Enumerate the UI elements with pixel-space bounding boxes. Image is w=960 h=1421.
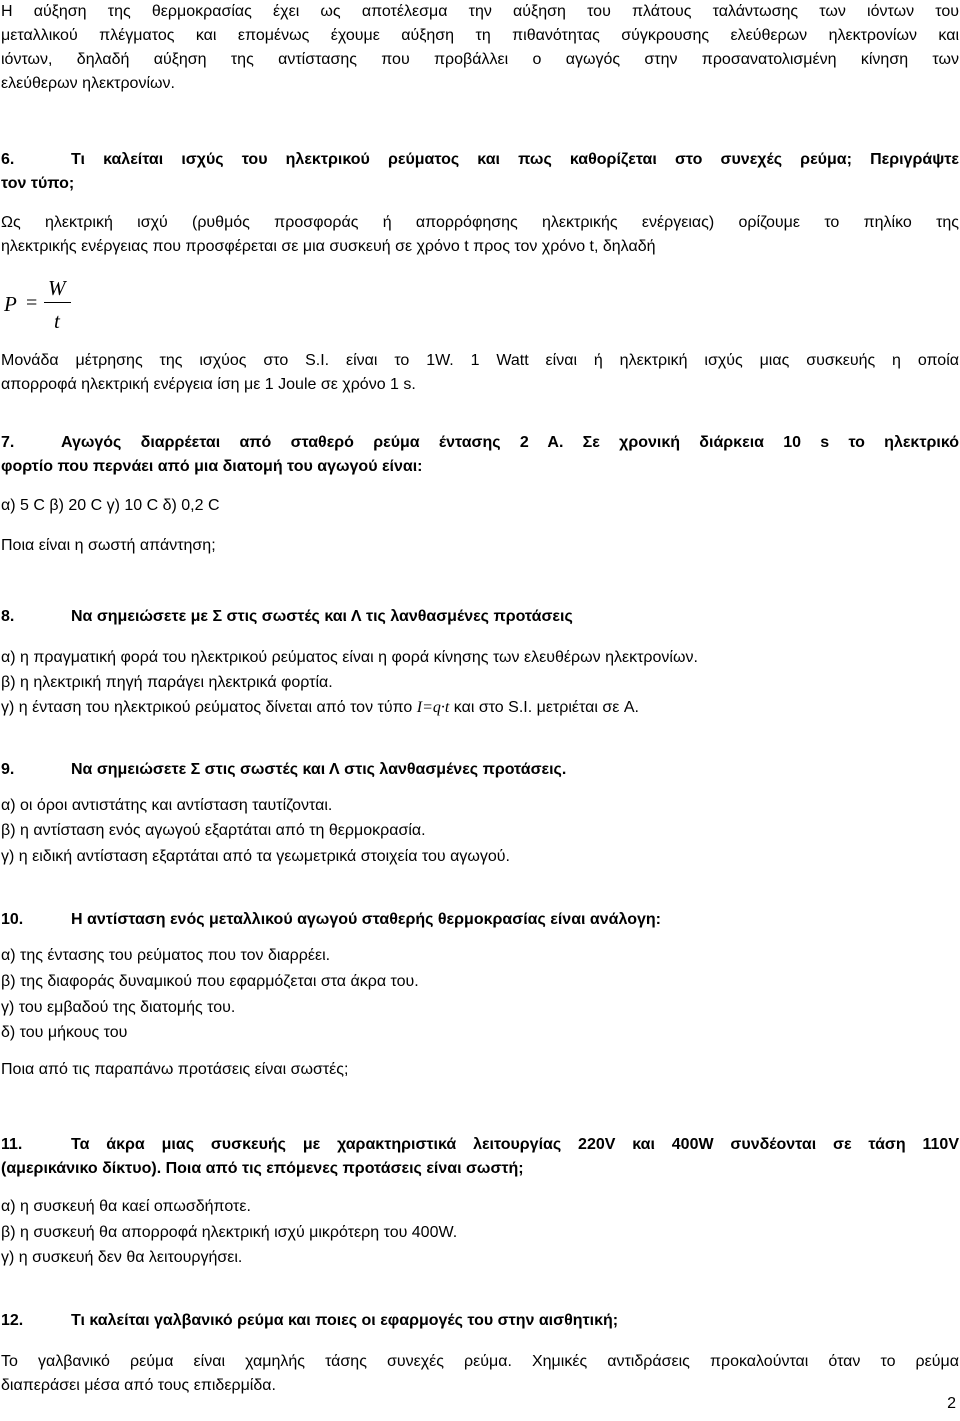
question-7	[1, 431, 959, 479]
power-formula	[4, 278, 74, 338]
question-12	[1, 1309, 959, 1333]
question-6	[1, 148, 959, 196]
statement-8c	[1, 696, 959, 720]
options-7: α) 5 C β) 20 C γ) 10 C δ) 0,2 C	[1, 497, 220, 514]
question-text: Να σημειώσετε Σ στις σωστές και Λ στις λανθασμένες προτάσεις.	[71, 761, 567, 778]
formula-lhs: P	[4, 292, 17, 316]
current-formula: I=q·t	[416, 699, 450, 716]
question-text: Να σημειώσετε με Σ στις σωστές και Λ τις λανθασμένες προτάσεις	[71, 608, 573, 625]
question-8	[1, 605, 959, 629]
answer-6	[1, 211, 959, 259]
question-number: 8.	[1, 608, 15, 625]
intro-paragraph	[1, 0, 959, 96]
intro-line: ελεύθερων ηλεκτρονίων.	[1, 75, 175, 92]
fraction-bar	[44, 302, 71, 303]
question-number: 7.	[1, 434, 15, 451]
formula-denominator: t	[54, 309, 60, 333]
question-number: 10.	[1, 911, 24, 928]
intro-line: Η αύξηση της θερμοκρασίας έχει ως αποτέλεσμα την αύξηση του πλάτους ταλάντωσης των ιόντων του	[1, 3, 959, 20]
unit-text: Μονάδα μέτρησης της ισχύος στο S.I. είναι το 1W. 1 Watt είναι ή ηλεκτρική ισχύς μιας συσκευής η οποία	[1, 352, 959, 369]
statement-8a: α) η πραγματική φορά του ηλεκτρικού ρεύματος είναι η φορά κίνησης των ελευθέρων ηλεκτρονίων.	[1, 649, 698, 666]
statement-11b: β) η συσκευή θα απορροφά ηλεκτρική ισχύ μικρότερη του 400W.	[1, 1224, 458, 1241]
statement-10b: β) της διαφοράς δυναμικού που εφαρμόζεται στα άκρα του.	[1, 973, 419, 990]
question-text: φορτίο που περνάει από μια διατομή του αγωγού είναι:	[1, 458, 423, 475]
question-text: Η αντίσταση ενός μεταλλικού αγωγού σταθερής θερμοκρασίας είναι ανάλογη:	[71, 911, 661, 928]
question-number: 9.	[1, 761, 15, 778]
statement-10a: α) της έντασης του ρεύματος που τον διαρρέει.	[1, 947, 331, 964]
intro-line: μεταλλικού πλέγματος και επομένως έχουμε αύξηση τη πιθανότητας σύγκρουσης ελεύθερων ηλεκτρονίων και	[1, 27, 959, 44]
question-text: Τι καλείται ισχύς του ηλεκτρικού ρεύματος και πως καθορίζεται στο συνεχές ρεύμα; Περιγράψτε	[71, 151, 959, 168]
question-text: Τα άκρα μιας συσκευής με χαρακτηριστικά λειτουργίας 220V και 400W συνδέονται σε τάση 110V	[71, 1136, 959, 1153]
question-11	[1, 1133, 959, 1181]
statement-text: γ) η ένταση του ηλεκτρικού ρεύματος δίνεται από τον τύπο	[1, 699, 417, 716]
unit-text: απορροφά ηλεκτρική ενέργεια ίση με 1 Joule σε χρόνο 1 s.	[1, 376, 416, 393]
question-text: Τι καλείται γαλβανικό ρεύμα και ποιες οι εφαρμογές του στην αισθητική;	[71, 1312, 619, 1329]
formula-equals: =	[26, 292, 38, 314]
statement-9a: α) οι όροι αντιστάτης και αντίσταση ταυτίζονται.	[1, 797, 333, 814]
question-text: τον τύπο;	[1, 175, 75, 192]
formula-numerator: W	[48, 276, 66, 300]
statement-11a: α) η συσκευή θα καεί οπωσδήποτε.	[1, 1198, 251, 1215]
statement-10c: γ) του εμβαδού της διατομής του.	[1, 999, 236, 1016]
answer-text: ηλεκτρικής ενέργειας που προσφέρεται σε μια συσκευή σε χρόνο t προς τον χρόνο t, δηλαδή	[1, 238, 656, 255]
answer-text: διαπεράσει μέσα από τους επιδερμίδα.	[1, 1377, 276, 1394]
statement-11c: γ) η συσκευή δεν θα λειτουργήσει.	[1, 1249, 243, 1266]
prompt-7: Ποια είναι η σωστή απάντηση;	[1, 537, 216, 554]
question-10	[1, 908, 959, 932]
page-number: 2	[947, 1395, 956, 1412]
statement-8b: β) η ηλεκτρική πηγή παράγει ηλεκτρικά φορτία.	[1, 674, 333, 691]
answer-text: Ως ηλεκτρική ισχύ (ρυθμός προσφοράς ή απορρόφησης ηλεκτρικής ενέργειας) ορίζουμε το πηλίκο της	[1, 214, 959, 231]
intro-line: ιόντων, δηλαδή αύξηση της αντίστασης που προβάλλει ο αγωγός στην προσανατολισμένη κίνηση των	[1, 51, 959, 68]
statement-9c: γ) η ειδική αντίσταση εξαρτάται από τα γεωμετρικά στοιχεία του αγωγού.	[1, 848, 510, 865]
question-text: (αμερικάνικο δίκτυο). Ποια από τις επόμενες προτάσεις είναι σωστή;	[1, 1160, 524, 1177]
question-number: 6.	[1, 151, 15, 168]
prompt-10: Ποια από τις παραπάνω προτάσεις είναι σωστές;	[1, 1061, 349, 1078]
question-text: Αγωγός διαρρέεται από σταθερό ρεύμα έντασης 2 Α. Σε χρονική διάρκεια 10 s το ηλεκτρικό	[61, 434, 959, 451]
answer-text: Το γαλβανικό ρεύμα είναι χαμηλής τάσης συνεχές ρεύμα. Χημικές αντιδράσεις προκαλούνται όταν το ρεύμα	[1, 1353, 959, 1370]
statement-9b: β) η αντίσταση ενός αγωγού εξαρτάται από τη θερμοκρασία.	[1, 822, 426, 839]
statement-10d: δ) του μήκους του	[1, 1024, 128, 1041]
answer-12	[1, 1350, 959, 1398]
question-number: 11.	[1, 1136, 23, 1153]
question-9	[1, 758, 959, 782]
question-number: 12.	[1, 1312, 24, 1329]
unit-paragraph	[1, 349, 959, 397]
statement-text: και στο S.I. μετριέται σε A.	[449, 699, 639, 716]
